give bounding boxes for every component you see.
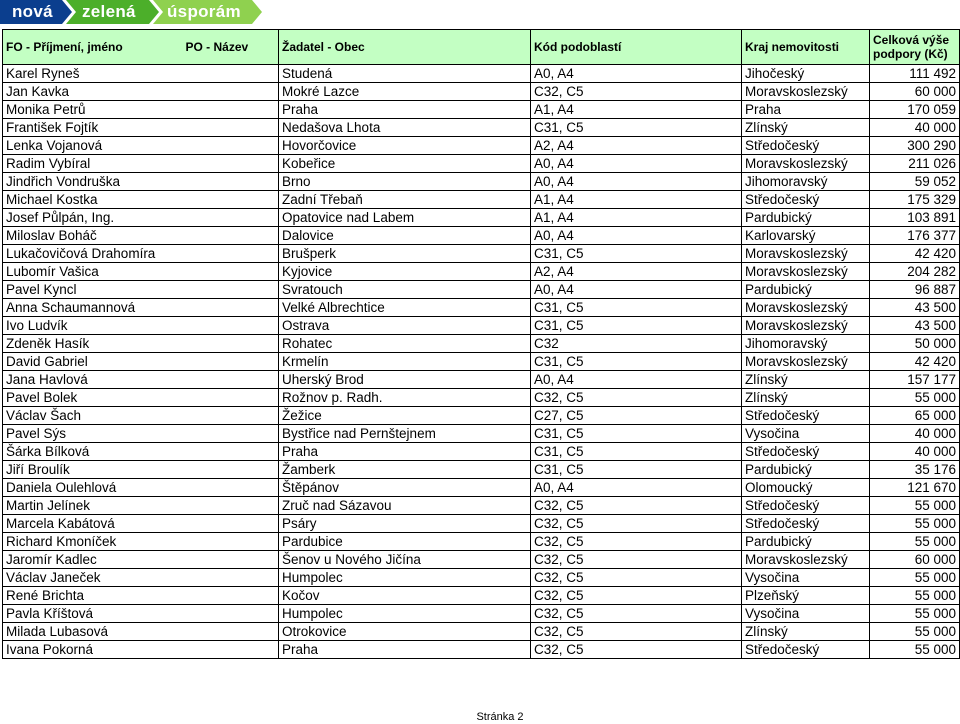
cell-name: Lubomír Vašica [3, 263, 279, 281]
cell-name: Marcela Kabátová [3, 515, 279, 533]
cell-town: Otrokovice [279, 623, 531, 641]
table-row [3, 263, 960, 281]
cell-amount: 55 000 [870, 569, 960, 587]
cell-region: Moravskoslezský [742, 83, 870, 101]
cell-amount: 55 000 [870, 389, 960, 407]
cell-region: Moravskoslezský [742, 551, 870, 569]
cell-town: Rohatec [279, 335, 531, 353]
cell-amount: 55 000 [870, 605, 960, 623]
cell-name: Pavla Kříštová [3, 605, 279, 623]
cell-town: Žamberk [279, 461, 531, 479]
table-row [3, 461, 960, 479]
table-row [3, 65, 960, 83]
cell-town: Brno [279, 173, 531, 191]
cell-code: C32, C5 [531, 551, 742, 569]
cell-code: A2, A4 [531, 137, 742, 155]
cell-amount: 170 059 [870, 101, 960, 119]
cell-name: Richard Kmoníček [3, 533, 279, 551]
cell-amount: 42 420 [870, 245, 960, 263]
cell-amount: 55 000 [870, 533, 960, 551]
table-row [3, 101, 960, 119]
table-row [3, 173, 960, 191]
cell-code: C31, C5 [531, 245, 742, 263]
cell-code: C32, C5 [531, 515, 742, 533]
header-subarea-code: Kód podoblastí [531, 30, 742, 65]
table-row [3, 407, 960, 425]
cell-region: Středočeský [742, 497, 870, 515]
cell-region: Středočeský [742, 641, 870, 659]
table-body [3, 65, 960, 659]
cell-region: Vysočina [742, 605, 870, 623]
cell-code: C32, C5 [531, 587, 742, 605]
cell-code: A1, A4 [531, 191, 742, 209]
cell-code: A0, A4 [531, 281, 742, 299]
table-row [3, 587, 960, 605]
cell-amount: 40 000 [870, 425, 960, 443]
table-row [3, 227, 960, 245]
table-row [3, 533, 960, 551]
cell-code: C32, C5 [531, 605, 742, 623]
cell-amount: 300 290 [870, 137, 960, 155]
cell-code: A0, A4 [531, 65, 742, 83]
subsidy-table [2, 29, 960, 659]
cell-name: René Brichta [3, 587, 279, 605]
table-row [3, 191, 960, 209]
cell-town: Hovorčovice [279, 137, 531, 155]
cell-name: Radim Vybíral [3, 155, 279, 173]
cell-region: Moravskoslezský [742, 263, 870, 281]
cell-region: Zlínský [742, 371, 870, 389]
cell-region: Plzeňský [742, 587, 870, 605]
table-row [3, 641, 960, 659]
cell-amount: 50 000 [870, 335, 960, 353]
cell-name: František Fojtík [3, 119, 279, 137]
cell-code: C32, C5 [531, 623, 742, 641]
cell-town: Praha [279, 101, 531, 119]
cell-name: Miloslav Boháč [3, 227, 279, 245]
cell-town: Krmelín [279, 353, 531, 371]
cell-code: A0, A4 [531, 173, 742, 191]
cell-region: Moravskoslezský [742, 299, 870, 317]
cell-amount: 55 000 [870, 623, 960, 641]
cell-name: Jan Kavka [3, 83, 279, 101]
cell-region: Pardubický [742, 209, 870, 227]
table-row [3, 497, 960, 515]
cell-name: Václav Janeček [3, 569, 279, 587]
cell-amount: 40 000 [870, 119, 960, 137]
cell-amount: 176 377 [870, 227, 960, 245]
cell-amount: 60 000 [870, 83, 960, 101]
cell-code: C31, C5 [531, 299, 742, 317]
cell-region: Vysočina [742, 425, 870, 443]
cell-town: Dalovice [279, 227, 531, 245]
cell-code: A0, A4 [531, 227, 742, 245]
cell-town: Zadní Třebaň [279, 191, 531, 209]
cell-town: Mokré Lazce [279, 83, 531, 101]
cell-amount: 42 420 [870, 353, 960, 371]
cell-code: A1, A4 [531, 101, 742, 119]
cell-region: Pardubický [742, 533, 870, 551]
cell-region: Jihomoravský [742, 335, 870, 353]
cell-name: Milada Lubasová [3, 623, 279, 641]
cell-code: C31, C5 [531, 461, 742, 479]
cell-town: Uherský Brod [279, 371, 531, 389]
cell-code: C31, C5 [531, 317, 742, 335]
cell-town: Svratouch [279, 281, 531, 299]
cell-code: C32, C5 [531, 389, 742, 407]
cell-town: Praha [279, 641, 531, 659]
cell-town: Humpolec [279, 605, 531, 623]
cell-name: Lenka Vojanová [3, 137, 279, 155]
cell-region: Olomoucký [742, 479, 870, 497]
cell-town: Nedašova Lhota [279, 119, 531, 137]
cell-town: Kyjovice [279, 263, 531, 281]
cell-name: Lukačovičová Drahomíra [3, 245, 279, 263]
table-row [3, 353, 960, 371]
cell-code: C31, C5 [531, 425, 742, 443]
table-row [3, 623, 960, 641]
cell-region: Pardubický [742, 281, 870, 299]
table-header [3, 30, 960, 65]
cell-town: Bystřice nad Pernštejnem [279, 425, 531, 443]
cell-name: Pavel Kyncl [3, 281, 279, 299]
cell-region: Vysočina [742, 569, 870, 587]
table-row [3, 137, 960, 155]
cell-name: Jiří Broulík [3, 461, 279, 479]
cell-region: Pardubický [742, 461, 870, 479]
cell-town: Opatovice nad Labem [279, 209, 531, 227]
cell-town: Kobeřice [279, 155, 531, 173]
cell-region: Moravskoslezský [742, 317, 870, 335]
cell-amount: 35 176 [870, 461, 960, 479]
cell-code: C27, C5 [531, 407, 742, 425]
cell-region: Moravskoslezský [742, 353, 870, 371]
cell-amount: 43 500 [870, 299, 960, 317]
table-row [3, 515, 960, 533]
cell-code: C31, C5 [531, 443, 742, 461]
table-row [3, 371, 960, 389]
cell-name: Martin Jelínek [3, 497, 279, 515]
header-applicant-town: Žadatel - Obec [279, 30, 531, 65]
cell-amount: 204 282 [870, 263, 960, 281]
cell-code: C32 [531, 335, 742, 353]
cell-town: Rožnov p. Radh. [279, 389, 531, 407]
table-row [3, 389, 960, 407]
cell-region: Moravskoslezský [742, 245, 870, 263]
cell-region: Zlínský [742, 119, 870, 137]
cell-region: Středočeský [742, 443, 870, 461]
cell-code: C32, C5 [531, 569, 742, 587]
cell-region: Jihočeský [742, 65, 870, 83]
cell-code: C32, C5 [531, 497, 742, 515]
table-row [3, 605, 960, 623]
cell-town: Brušperk [279, 245, 531, 263]
header-amount: Celková výše podpory (Kč) [870, 30, 960, 65]
cell-name: Václav Šach [3, 407, 279, 425]
cell-amount: 65 000 [870, 407, 960, 425]
table-row [3, 479, 960, 497]
program-logo [0, 0, 264, 24]
cell-name: Ivo Ludvík [3, 317, 279, 335]
cell-name: David Gabriel [3, 353, 279, 371]
table-row [3, 569, 960, 587]
cell-name: Šárka Bílková [3, 443, 279, 461]
table-row [3, 119, 960, 137]
cell-name: Michael Kostka [3, 191, 279, 209]
cell-amount: 157 177 [870, 371, 960, 389]
cell-amount: 211 026 [870, 155, 960, 173]
cell-amount: 121 670 [870, 479, 960, 497]
cell-code: C32, C5 [531, 641, 742, 659]
cell-code: A1, A4 [531, 209, 742, 227]
cell-town: Velké Albrechtice [279, 299, 531, 317]
cell-name: Jaromír Kadlec [3, 551, 279, 569]
cell-code: C31, C5 [531, 353, 742, 371]
cell-name: Zdeněk Hasík [3, 335, 279, 353]
cell-region: Středočeský [742, 515, 870, 533]
cell-name: Monika Petrů [3, 101, 279, 119]
cell-name: Karel Ryneš [3, 65, 279, 83]
cell-amount: 96 887 [870, 281, 960, 299]
header-region: Kraj nemovitosti [742, 30, 870, 65]
cell-amount: 60 000 [870, 551, 960, 569]
table-row [3, 317, 960, 335]
cell-town: Štěpánov [279, 479, 531, 497]
cell-region: Středočeský [742, 137, 870, 155]
cell-name: Ivana Pokorná [3, 641, 279, 659]
cell-region: Středočeský [742, 191, 870, 209]
logo-word-zelena: zelená [82, 2, 136, 21]
cell-amount: 40 000 [870, 443, 960, 461]
cell-amount: 111 492 [870, 65, 960, 83]
cell-name: Pavel Sýs [3, 425, 279, 443]
page-number: Stránka 2 [476, 711, 524, 723]
cell-region: Jihomoravský [742, 173, 870, 191]
cell-amount: 103 891 [870, 209, 960, 227]
table-row [3, 299, 960, 317]
cell-region: Zlínský [742, 389, 870, 407]
logo-word-usporam: úsporám [167, 2, 241, 21]
table-row [3, 245, 960, 263]
table-row [3, 443, 960, 461]
cell-code: C32, C5 [531, 533, 742, 551]
cell-region: Moravskoslezský [742, 155, 870, 173]
cell-town: Studená [279, 65, 531, 83]
cell-name: Jana Havlová [3, 371, 279, 389]
table-row [3, 281, 960, 299]
cell-town: Kočov [279, 587, 531, 605]
cell-region: Karlovarský [742, 227, 870, 245]
cell-region: Středočeský [742, 407, 870, 425]
cell-town: Praha [279, 443, 531, 461]
cell-town: Psáry [279, 515, 531, 533]
cell-code: A0, A4 [531, 155, 742, 173]
table-row [3, 551, 960, 569]
cell-code: A0, A4 [531, 371, 742, 389]
cell-code: C32, C5 [531, 83, 742, 101]
cell-code: C31, C5 [531, 119, 742, 137]
table-row [3, 83, 960, 101]
table-row [3, 155, 960, 173]
cell-amount: 175 329 [870, 191, 960, 209]
cell-region: Zlínský [742, 623, 870, 641]
cell-name: Josef Půlpán, Ing. [3, 209, 279, 227]
cell-amount: 55 000 [870, 641, 960, 659]
header-po-title: PO - Název [183, 30, 279, 65]
cell-amount: 43 500 [870, 317, 960, 335]
cell-name: Pavel Bolek [3, 389, 279, 407]
cell-amount: 59 052 [870, 173, 960, 191]
cell-amount: 55 000 [870, 497, 960, 515]
cell-name: Daniela Oulehlová [3, 479, 279, 497]
cell-code: A2, A4 [531, 263, 742, 281]
cell-town: Šenov u Nového Jičína [279, 551, 531, 569]
cell-town: Humpolec [279, 569, 531, 587]
cell-amount: 55 000 [870, 587, 960, 605]
cell-name: Jindřich Vondruška [3, 173, 279, 191]
cell-town: Pardubice [279, 533, 531, 551]
cell-code: A0, A4 [531, 479, 742, 497]
cell-name: Anna Schaumannová [3, 299, 279, 317]
header-fo-name: FO - Příjmení, jméno [3, 30, 183, 65]
logo-word-nova: nová [12, 2, 53, 21]
table-row [3, 209, 960, 227]
cell-amount: 55 000 [870, 515, 960, 533]
cell-town: Zruč nad Sázavou [279, 497, 531, 515]
table-row [3, 335, 960, 353]
table-row [3, 425, 960, 443]
cell-region: Praha [742, 101, 870, 119]
cell-town: Ostrava [279, 317, 531, 335]
cell-town: Žežice [279, 407, 531, 425]
